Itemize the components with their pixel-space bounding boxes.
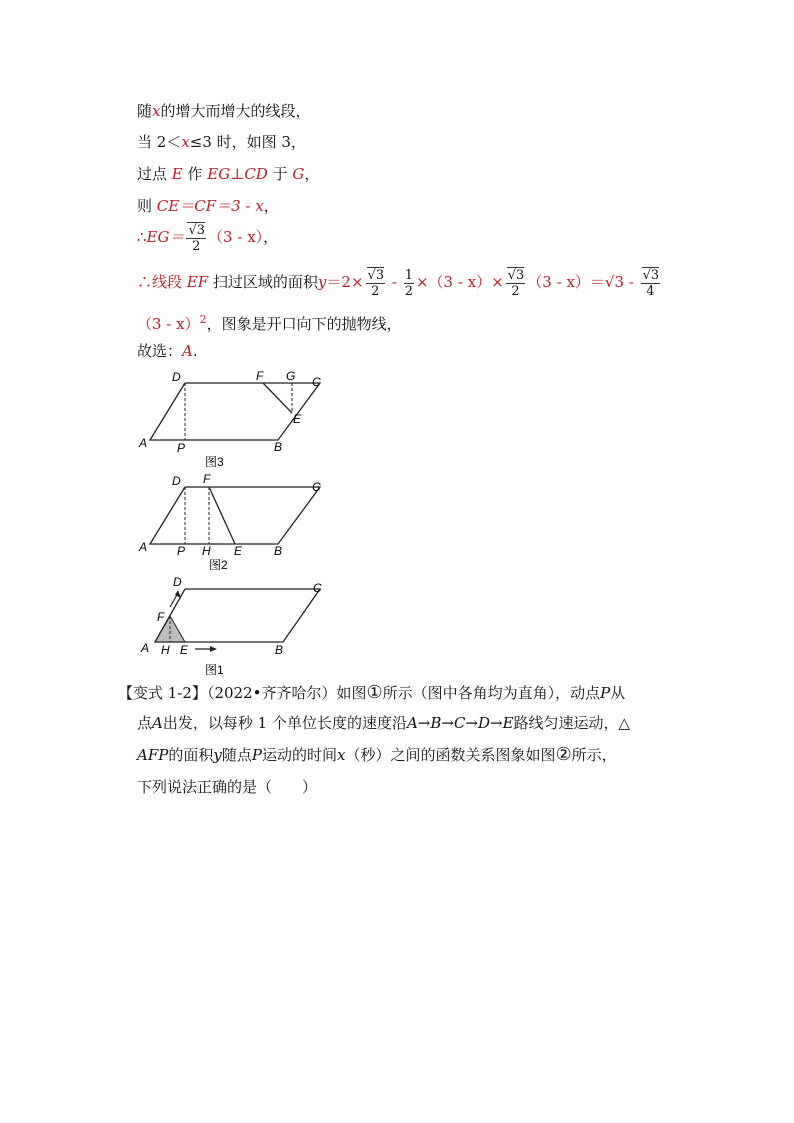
problem-line-1: 【变式 1-2】（2022•齐齐哈尔）如图①所示（图中各角均为直角），动点P从 <box>118 682 626 703</box>
fraction: $\frac{√3}{2}$ <box>367 267 385 299</box>
label-c: C <box>313 581 322 595</box>
circled-1: ① <box>366 682 383 703</box>
figure-2 <box>135 472 345 576</box>
three-minus-x: （3 - x） <box>137 315 200 333</box>
label-c: C <box>312 375 321 389</box>
label-b: B <box>274 544 283 558</box>
label-f: F <box>256 369 264 383</box>
label-a: A <box>141 641 150 655</box>
var-x: x <box>181 133 190 151</box>
solution-line-3 <box>137 164 319 184</box>
label-e: E <box>180 643 189 657</box>
label-d: D <box>173 575 182 589</box>
label-h: H <box>161 643 170 657</box>
var-y: y <box>317 273 327 291</box>
text: ， <box>263 197 279 215</box>
label-a: A <box>139 436 148 450</box>
exponent: 2 <box>199 313 207 326</box>
text: 于 <box>267 165 293 183</box>
label-b: B <box>275 643 284 657</box>
problem-line-4: 下列说法正确的是（ ） <box>137 778 318 796</box>
figure-3 <box>135 366 345 470</box>
answer-a: A <box>182 342 193 360</box>
var-x: x <box>152 102 161 120</box>
solution-line-8 <box>137 341 198 361</box>
path-abcde: A→B→C→D→E <box>406 714 514 732</box>
eg-perp-cd: EG⊥CD <box>207 165 268 183</box>
label-a: A <box>139 540 148 554</box>
problem-line-3: AFP的面积y随点P运动的时间x（秒）之间的函数关系图象如图②所示， <box>137 744 617 765</box>
text: ≤3 时，如图 3， <box>189 133 306 151</box>
text: 的增大而增大的线段， <box>160 102 311 120</box>
text: 故选： <box>137 342 183 360</box>
fraction: $\frac{√3}{2}$ <box>507 267 525 299</box>
text: 当 2＜ <box>137 133 182 151</box>
solution-line-7 <box>137 310 402 334</box>
solution-line-6: ∴线段 EF 扫过区域的面积y＝2× $\frac{√3}{2}$ - $\frac{1}{2}$ ×（3 - x）× $\frac{√3}{2}$ （3 - x）＝√3 - $\frac{√3}{4}$ <box>137 267 660 299</box>
label-d: D <box>172 370 181 384</box>
text: ∴线段 <box>137 273 187 291</box>
problem-source: （2022•齐齐哈尔） <box>206 684 337 702</box>
label-e: E <box>293 412 302 426</box>
text: . <box>192 342 198 360</box>
therefore: ∴ <box>137 228 147 246</box>
text: ， <box>263 228 279 246</box>
text: 作 <box>182 165 208 183</box>
point-e: E <box>171 165 183 183</box>
solution-line-1 <box>137 101 311 121</box>
ce-eq-cf: CE＝CF＝3 - x <box>156 197 264 215</box>
label-p: P <box>177 441 186 455</box>
variant-tag: 【变式 1-2】 <box>118 684 207 702</box>
text: ， <box>304 165 320 183</box>
problem-line-2: 点A出发，以每秒 1 个单位长度的速度沿A→B→C→D→E路线匀速运动，△ <box>137 714 631 732</box>
caption-fig1: 图1 <box>205 663 224 677</box>
text: 过点 <box>137 165 172 183</box>
circled-2: ② <box>555 744 572 765</box>
solution-line-5 <box>137 220 278 254</box>
label-f: F <box>157 610 165 624</box>
label-f: F <box>203 472 211 486</box>
label-h: H <box>202 544 211 558</box>
label-c: C <box>312 480 321 494</box>
segment-ef: EF <box>186 273 209 291</box>
fraction: $\frac{√3}{4}$ <box>642 267 660 299</box>
label-e: E <box>234 544 243 558</box>
caption-fig3: 图3 <box>205 455 224 469</box>
label-g: G <box>286 369 296 383</box>
label-b: B <box>274 440 283 454</box>
text: 扫过区域的面积 <box>208 273 318 291</box>
eg-eq: EG＝ <box>146 228 185 246</box>
text: 随 <box>137 102 153 120</box>
solution-line-2 <box>137 132 306 152</box>
fraction: $\frac{1}{2}$ <box>404 267 413 299</box>
fraction-sqrt3-over-2: $\frac{√3}{2}$ <box>188 222 206 254</box>
three-minus-x: （3 - x） <box>208 228 264 246</box>
text: 则 <box>137 197 157 215</box>
label-p: P <box>177 544 186 558</box>
solution-line-4 <box>137 196 279 216</box>
caption-fig2: 图2 <box>209 558 228 572</box>
label-d: D <box>172 474 181 488</box>
figure-1 <box>135 573 345 683</box>
text: ，图象是开口向下的抛物线， <box>206 315 402 333</box>
point-g: G <box>292 165 305 183</box>
